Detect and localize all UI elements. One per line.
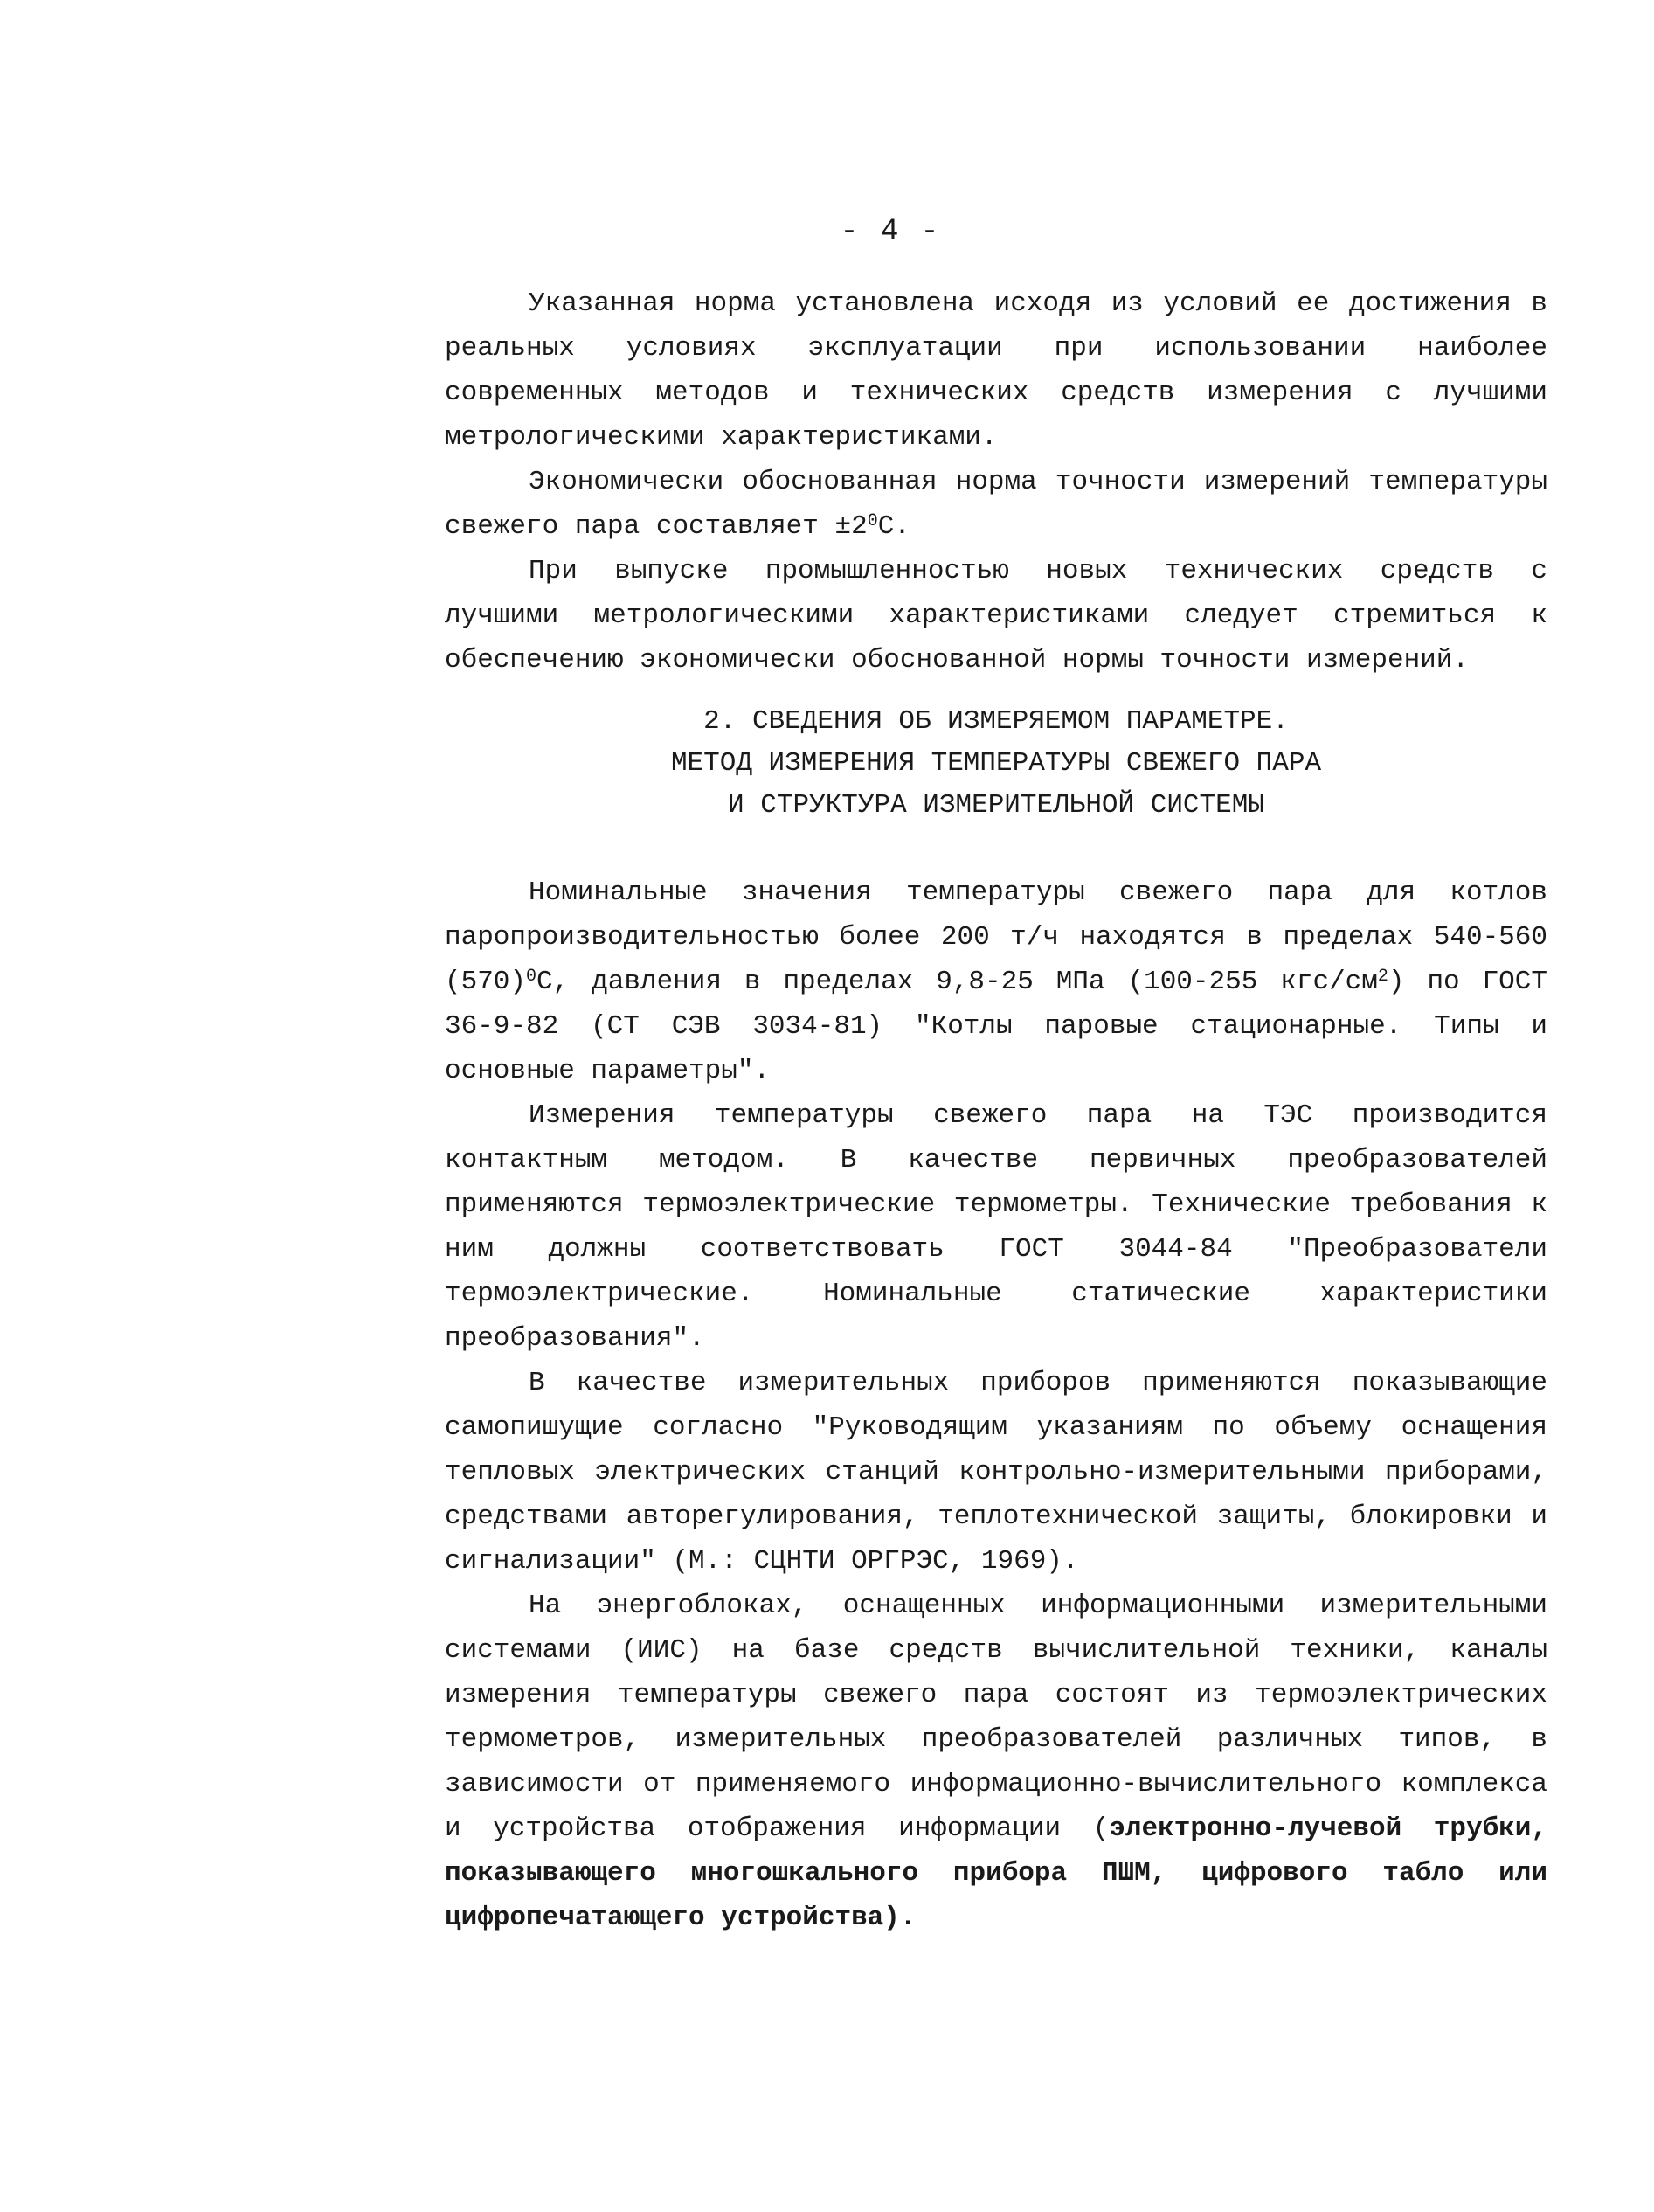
page-number: - 4 -	[840, 214, 941, 249]
section-heading-line-2: МЕТОД ИЗМЕРЕНИЯ ТЕМПЕРАТУРЫ СВЕЖЕГО ПАРА	[670, 748, 1322, 779]
intro-section	[445, 281, 1564, 683]
body-paragraph-1-text-c: ) по ГОСТ 36-9-82 (СТ СЭВ 3034-81) "Котлы паровые стационарные. Типы и основные параметры".	[445, 967, 1564, 1086]
intro-paragraph-2-unit: С.	[877, 511, 910, 542]
body-paragraph-4-text-a: На энергоблоках, оснащенных информационными измерительными системами (ИИС) на базе средств вычислительной техники, каналы измерения температуры свежего пара состоят из термоэлектрических термометров, измерительных преобразователей различных типов, в зависимости от применяемого информационно-вычислительного комплекса и устройства отображения информации (	[445, 1591, 1564, 1844]
intro-paragraph-3: При выпуске промышленностью новых технических средств с лучшими метрологическими характеристиками следует стремиться к обеспечению экономически обоснованной нормы точности измерений.	[445, 556, 1564, 676]
intro-paragraph-2	[445, 460, 1564, 549]
body-paragraph-1-text-b: С, давления в пределах 9,8-25 МПа (100-255 кгс/см	[536, 967, 1378, 997]
body-paragraph-2: Измерения температуры свежего пара на ТЭС производится контактным методом. В качестве первичных преобразователей применяются термоэлектрические термометры. Технические требования к ним должны соответствовать ГОСТ 3044-84 "Преобразователи термоэлектрические. Номинальные статические характеристики преобразования".	[445, 1100, 1564, 1354]
degree-superscript: 0	[867, 511, 878, 531]
square-superscript: 2	[1377, 967, 1388, 987]
intro-paragraph-2-text: Экономически обоснованная норма точности измерений температуры свежего пара составляет ±2	[445, 467, 1564, 542]
intro-paragraph-1: Указанная норма установлена исходя из условий ее достижения в реальных условиях эксплуатации при использовании наиболее современных методов и технических средств измерения с лучшими метрологическими характеристиками.	[445, 288, 1564, 453]
body-paragraph-3: В качестве измерительных приборов применяются показывающие самопишущие согласно "Руководящим указаниям по объему оснащения тепловых электрических станций контрольно-измерительными приборами, средствами авторегулирования, теплотехнической защиты, блокировки и сигнализации" (М.: СЦНТИ ОРГРЭС, 1969).	[445, 1368, 1564, 1577]
body-paragraph-1-text-a: Номинальные значения температуры свежего пара для котлов паропроизводительностью более 200 т/ч находятся в пределах 540-560 (570)	[445, 877, 1564, 997]
body-paragraph-1	[445, 870, 1564, 1093]
body-paragraph-4	[445, 1584, 1564, 1940]
section-heading-line-3: И СТРУКТУРА ИЗМЕРИТЕЛЬНОЙ СИСТЕМЫ	[728, 790, 1264, 821]
section-heading	[445, 701, 1547, 827]
section-heading-line-1: 2. СВЕДЕНИЯ ОБ ИЗМЕРЯЕМОМ ПАРАМЕТРЕ.	[703, 706, 1289, 737]
degree-superscript-2: 0	[526, 967, 537, 987]
body-section	[445, 870, 1564, 1940]
body-paragraph-4-text-b: электронно-лучевой трубки, показывающего многошкального прибора ПШМ, цифрового табло или цифропечатающего устройства).	[445, 1813, 1564, 1933]
